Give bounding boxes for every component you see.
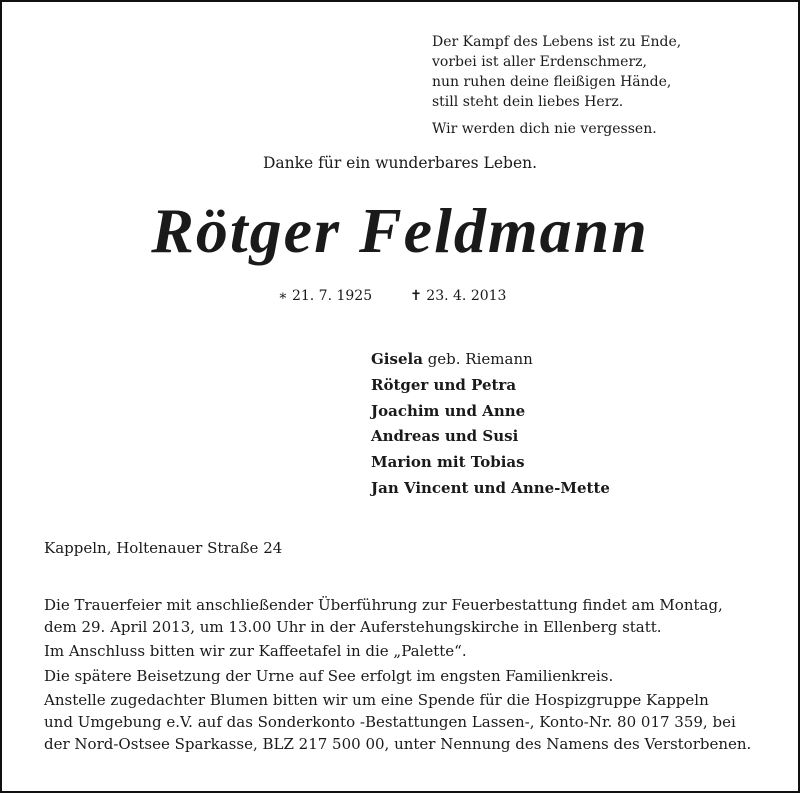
life-dates (278, 288, 506, 304)
poem-line: still steht dein liebes Herz. (432, 94, 624, 110)
birth-date: ∗ 21. 7. 1925 (278, 288, 373, 304)
address: Kappeln, Holtenauer Straße 24 (44, 539, 283, 557)
deceased-name: Rötger Feldmann (151, 195, 649, 266)
notice-line: Anstelle zugedachter Blumen bitten wir um eine Spende für die Hospizgruppe Kappeln (44, 691, 709, 710)
family-member (371, 347, 610, 373)
family-member: Joachim und Anne (371, 401, 526, 420)
poem-closing: Wir werden dich nie vergessen. (432, 121, 657, 137)
notice-line: Die spätere Beisetzung der Urne auf See erfolgt im engsten Familienkreis. (44, 666, 614, 685)
family-list (371, 347, 610, 502)
family-member: Jan Vincent und Anne-Mette (371, 478, 610, 497)
family-member: Andreas und Susi (371, 427, 519, 446)
notice-line: dem 29. April 2013, um 13.00 Uhr in der Auferstehungskirche in Ellenberg statt. (44, 617, 662, 636)
notice-line: Die Trauerfeier mit anschließender Überführung zur Feuerbestattung findet am Montag, (44, 596, 723, 614)
notice-line: der Nord-Ostsee Sparkasse, BLZ 217 500 00, unter Nennung des Namens des Verstorbenen. (44, 734, 752, 753)
notice-line: Im Anschluss bitten wir zur Kaffeetafel in die „Palette“. (44, 642, 467, 661)
thanks-line: Danke für ein wunderbares Leben. (262, 154, 538, 172)
poem (432, 32, 681, 139)
poem-line: Der Kampf des Lebens ist zu Ende, (432, 34, 682, 50)
family-first-suffix: geb. Riemann (422, 350, 533, 368)
family-member: Rötger und Petra (371, 375, 517, 394)
family-member: Marion mit Tobias (371, 453, 525, 472)
family-first-name: Gisela (371, 350, 423, 368)
notice-line: und Umgebung e.V. auf das Sonderkonto -Bestattungen Lassen-, Konto-Nr. 80 017 359, bei (44, 712, 736, 731)
poem-line: vorbei ist aller Erdenschmerz, (432, 54, 647, 70)
death-date: ✝ 23. 4. 2013 (410, 288, 507, 304)
funeral-notice (44, 595, 764, 755)
poem-line: nun ruhen deine fleißigen Hände, (432, 74, 672, 90)
